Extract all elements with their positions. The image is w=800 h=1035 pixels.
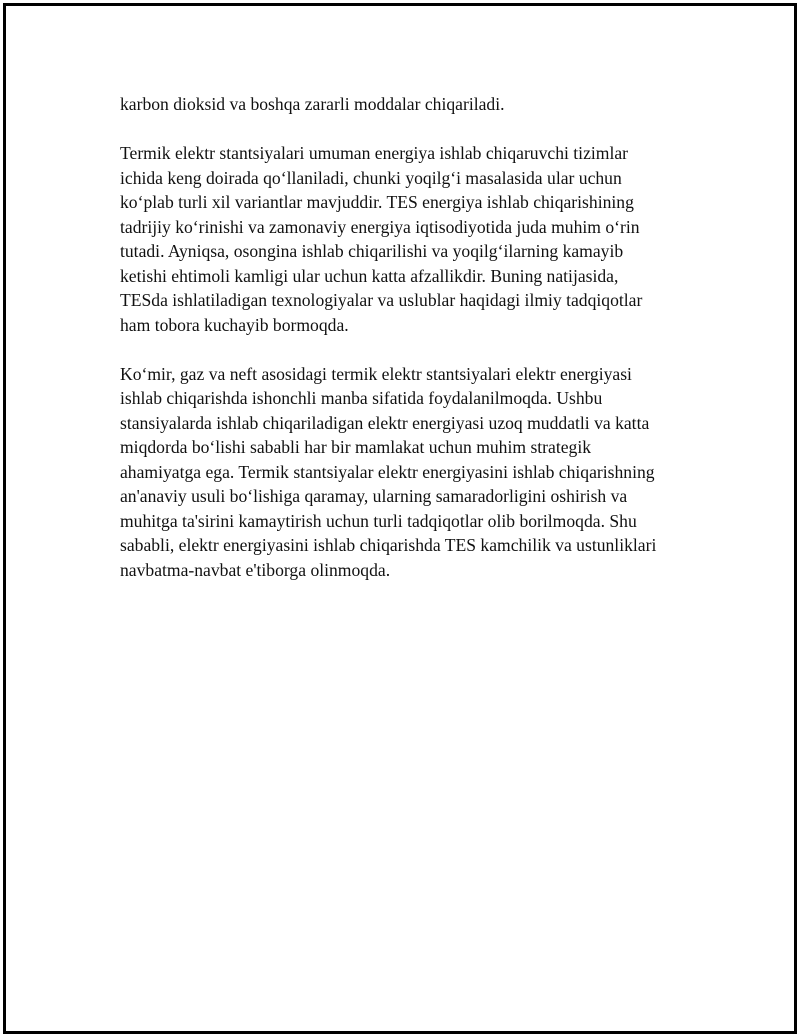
document-body [120, 92, 695, 607]
paragraph-3 [120, 362, 695, 583]
text-line: muhitga ta'sirini kamaytirish uchun turli tadqiqotlar olib borilmoqda. Shu [120, 510, 637, 531]
paragraph-1 [120, 92, 695, 117]
text-line: ahamiyatga ega. Termik stantsiyalar elektr energiyasini ishlab chiqarishning [120, 461, 655, 482]
text-line: tadrijiy ko‘rinishi va zamonaviy energiya iqtisodiyotida juda muhim o‘rin [120, 216, 640, 237]
text-line: stansiyalarda ishlab chiqariladigan elektr energiyasi uzoq muddatli va katta [120, 412, 650, 433]
text-line: ichida keng doirada qo‘llaniladi, chunki yoqilg‘i masalasida ular uchun [120, 167, 622, 188]
text-line: TESda ishlatiladigan texnologiyalar va uslublar haqidagi ilmiy tadqiqotlar [120, 290, 643, 310]
text-line: navbatma-navbat e'tiborga olinmoqda. [120, 559, 391, 580]
text-line: ko‘plab turli xil variantlar mavjuddir. TES energiya ishlab chiqarishining [120, 192, 634, 212]
text-line: tutadi. Ayniqsa, osongina ishlab chiqarilishi va yoqilg‘ilarning kamayib [120, 241, 624, 261]
text-line: ketishi ehtimoli kamligi ular uchun katta afzallikdir. Buning natijasida, [120, 265, 619, 286]
text-line: sababli, elektr energiyasini ishlab chiqarishda TES kamchilik va ustunliklari [120, 535, 657, 555]
text-line: Termik elektr stantsiyalari umuman energiya ishlab chiqaruvchi tizimlar [120, 143, 629, 163]
text-line: Ko‘mir, gaz va neft asosidagi termik elektr stantsiyalari elektr energiyasi [120, 363, 632, 384]
text-line: karbon dioksid va boshqa zararli moddalar chiqariladi. [120, 94, 505, 114]
text-line: miqdorda bo‘lishi sababli har bir mamlakat uchun muhim strategik [120, 437, 592, 457]
text-line: an'anaviy usuli bo‘lishiga qaramay, ularning samaradorligini oshirish va [120, 486, 628, 506]
text-line: ishlab chiqarishda ishonchli manba sifatida foydalanilmoqda. Ushbu [120, 388, 603, 408]
text-line: ham tobora kuchayib bormoqda. [120, 314, 349, 335]
paragraph-2 [120, 141, 695, 337]
page-frame [3, 3, 797, 1034]
